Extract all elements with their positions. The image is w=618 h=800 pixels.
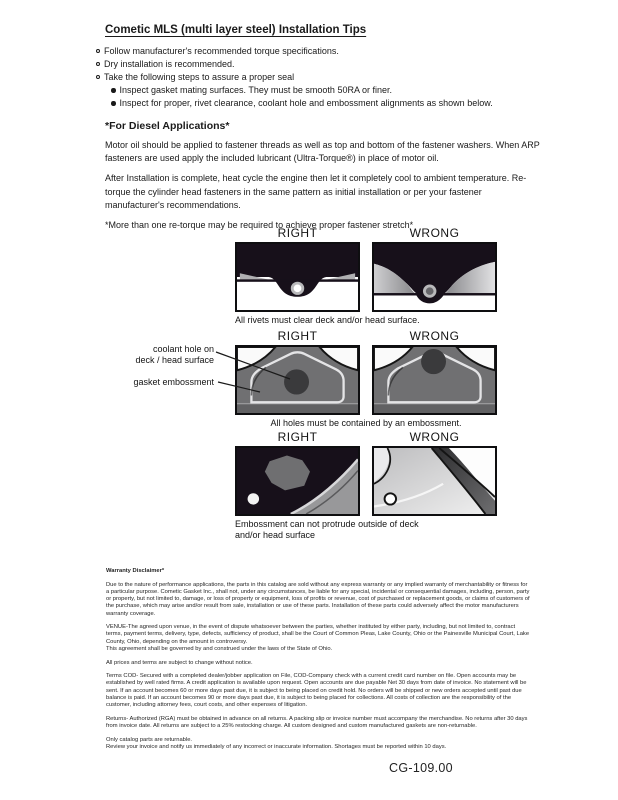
figure-caption: All rivets must clear deck and/or head surface. xyxy=(235,315,420,325)
installation-tips-list xyxy=(96,45,545,110)
list-item-text: Follow manufacturer's recommended torque specifications. xyxy=(104,46,339,56)
disclaimer-paragraph: This agreement shall be governed by and construed under the laws of the State of Ohio. xyxy=(106,645,333,652)
list-item-text: Dry installation is recommended. xyxy=(104,59,235,69)
list-item xyxy=(111,97,545,110)
right-label: RIGHT xyxy=(277,329,318,343)
disclaimer-paragraph: VENUE-The agreed upon venue, in the event of dispute whatsoever between the parties, whether instituted by either party, including, but not limited to, contract terms, payment terms, delivery, type, defects, sufficiency of product, shall be the Court of Common Pleas, Lake County, Ohio or the Painesville Municipal Court, Lake County, Ohio, depending on the amount in controversy. xyxy=(106,624,530,645)
list-item-text: Inspect gasket mating surfaces. They must be smooth 50RA or finer. xyxy=(119,85,392,95)
leader-lines xyxy=(90,329,400,419)
list-item xyxy=(96,71,545,84)
gasket-embossment-annotation: gasket embossment xyxy=(133,377,214,387)
intro-section xyxy=(105,24,545,232)
list-item-text: Take the following steps to assure a proper seal xyxy=(104,72,295,82)
list-item xyxy=(96,58,545,71)
open-bullet-icon xyxy=(96,49,100,53)
open-bullet-icon xyxy=(96,62,100,66)
diesel-paragraph-2: After Installation is complete, heat cycle the engine then let it completely cool to ambient temperature. Re-torque the cylinder head fasteners in the same pattern as initial installation or per your fastener manufacturer's recommendations. xyxy=(105,173,527,210)
wrong-label: WRONG xyxy=(409,226,460,240)
disclaimer-paragraph: Due to the nature of performance applications, the parts in this catalog are sold without any express warranty or any implied warranty of merchantability or fitness for a particular purpose. Cometic Gasket Inc., shall not, under any circumstances, be liable for any special, incidental or consequential damages, including, person, party or property, but not limited to, damage, or loss of property or equipment, loss of profits or revenue, cost of purchased or replacement goods, or claims of customers of the purchase, which may arise and/or result from sale, installation or use of these parts. Installation of these parts could adversely affect the motor manufacturers warranty coverage. xyxy=(106,581,530,617)
figure-rivet-clearance xyxy=(235,226,497,326)
disclaimer-heading: Warranty Disclaimer* xyxy=(106,568,165,574)
figure-caption: All holes must be contained by an embossment. xyxy=(270,418,462,428)
list-item xyxy=(96,45,545,58)
rivet-right-diagram xyxy=(235,242,360,312)
diesel-paragraph-1: Motor oil should be applied to fastener threads as well as top and bottom of the fastener washers. When ARP fasteners are used apply the included lubricant (Ultra-Torque®) in place of motor oil. xyxy=(105,140,540,164)
figure-caption: Embossment can not protrude outside of deck and/or head surface xyxy=(235,519,419,540)
page-title: Cometic MLS (multi layer steel) Installation Tips xyxy=(105,24,367,36)
disclaimer-paragraph: Only catalog parts are returnable. xyxy=(106,736,193,743)
right-label: RIGHT xyxy=(277,226,318,240)
disclaimer-paragraph: Terms COD- Secured with a completed dealer/jobber application on File, COD-Company check with a current credit card number on file. Open accounts may be established by well rated firms. A credit application is available upon request. Open accounts are due payable Net 30 days from date of invoice. No statement will be sent. If an account becomes 60 or more days past due, it is subject to being placed on credit hold. No orders will be shipped or new orders accepted until past due balance is paid. If an account becomes 90 or more days past due, it is subject to being placed for collections. All costs of collection are the responsibility of the customer, including attorney fees, court costs, and other expenses of litigation. xyxy=(106,673,527,709)
figure-embossment-protrusion xyxy=(235,430,497,541)
filled-bullet-icon xyxy=(111,88,116,93)
wrong-label: WRONG xyxy=(409,329,460,343)
disclaimer-paragraph: Returns- Authorized (RGA) must be obtained in advance on all returns. A packing slip or invoice number must accompany the merchandise. No returns after 30 days from invoice date. All returns are subject to a 25% restocking charge. All custom designed and custom manufactured gaskets are non-returnable. xyxy=(106,715,528,729)
list-item xyxy=(111,84,545,97)
list-item-text: Inspect for proper, rivet clearance, coolant hole and embossment alignments as shown below. xyxy=(119,98,493,108)
figure-hole-embossment xyxy=(90,329,497,429)
rivet-wrong-diagram xyxy=(372,242,497,312)
warranty-disclaimer xyxy=(106,568,530,758)
wrong-label: WRONG xyxy=(409,430,460,444)
diesel-applications-heading: *For Diesel Applications* xyxy=(105,120,230,132)
page-number: CG-109.00 xyxy=(389,761,453,775)
retorque-note: *More than one re-torque may be required to achieve proper fastener stretch* xyxy=(105,220,414,231)
coolant-hole-annotation: coolant hole on deck / head surface xyxy=(135,344,214,365)
embossment-right-diagram xyxy=(235,446,360,516)
embossment-wrong-diagram xyxy=(372,446,497,516)
right-label: RIGHT xyxy=(277,430,318,444)
disclaimer-paragraph: Review your invoice and notify us immediately of any incorrect or inaccurate information. Shortages must be reported within 10 days. xyxy=(106,743,447,750)
filled-bullet-icon xyxy=(111,101,116,106)
disclaimer-paragraph: All prices and terms are subject to change without notice. xyxy=(106,659,253,666)
open-bullet-icon xyxy=(96,75,100,79)
